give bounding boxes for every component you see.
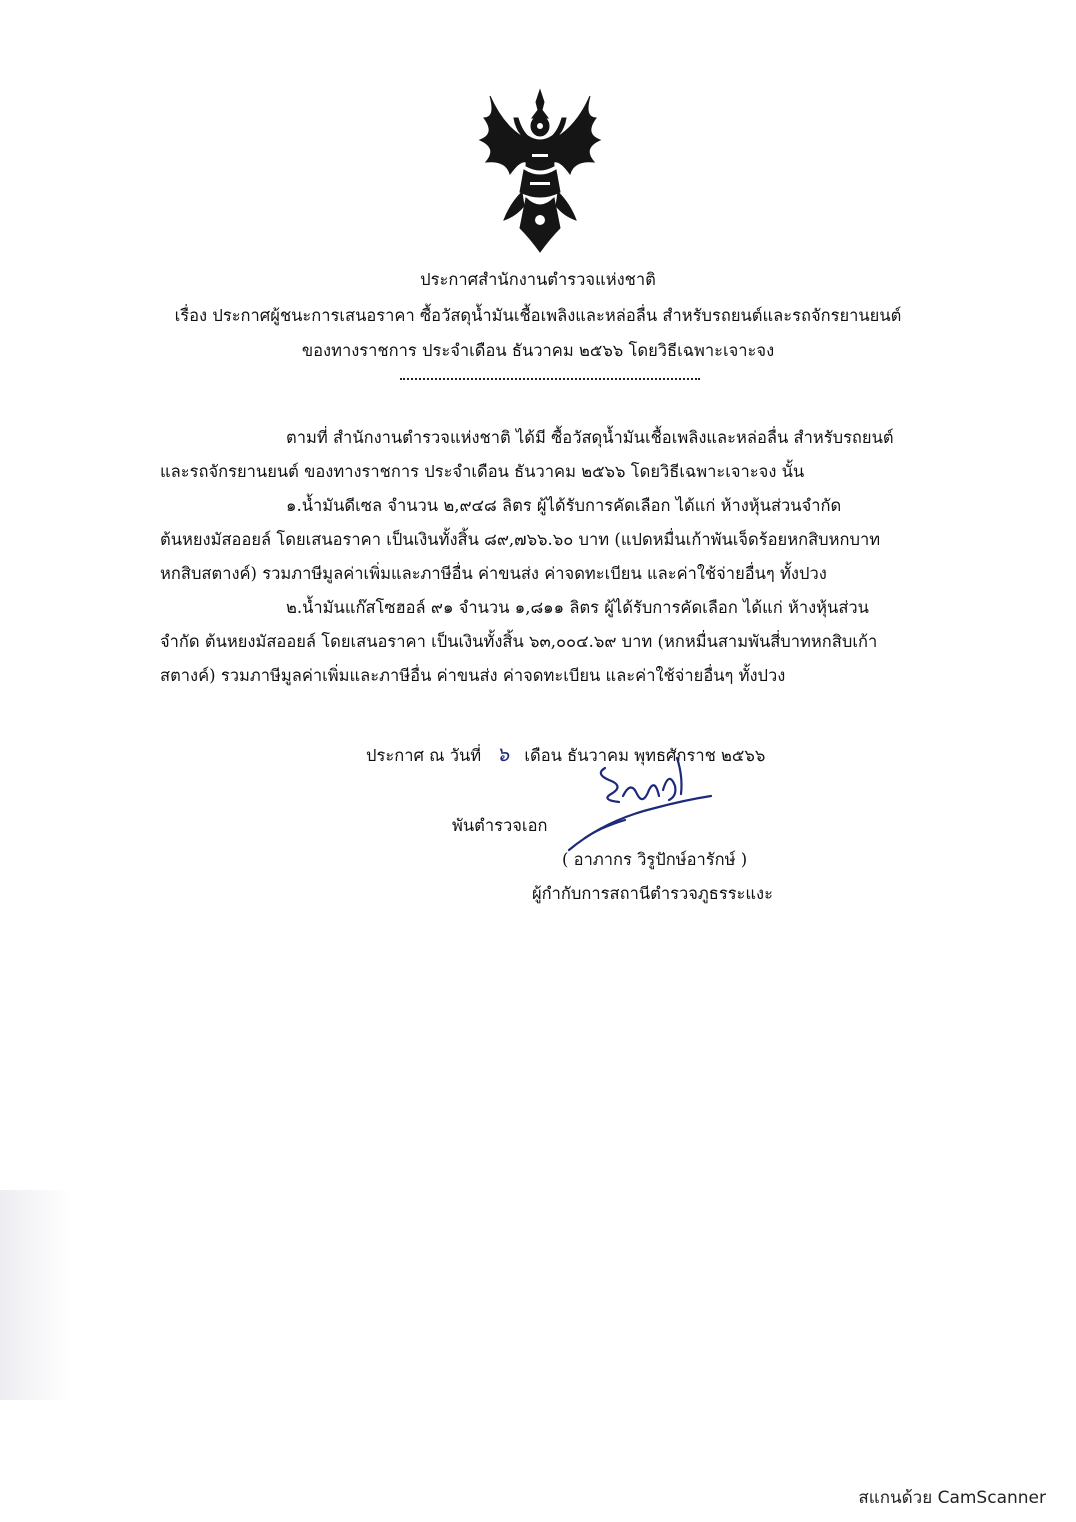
subject-line-2: ของทางราชการ ประจำเดือน ธันวาคม ๒๕๖๖ โดยวิธีเฉพาะเจาะจง [301,341,775,360]
title-divider [400,378,700,380]
item-1-line-2: ต้นหยงมัสออยล์ โดยเสนอราคา เป็นเงินทั้งสิ้น ๘๙,๗๖๖.๖๐ บาท (แปดหมื่นเก้าพันเจ็ดร้อยหกสิบหกบาท [160,530,881,549]
handwritten-day: ๖ [496,742,510,766]
item-1-line-1: ๑.น้ำมันดีเซล จำนวน ๒,๙๔๘ ลิตร ผู้ได้รับการคัดเลือก ได้แก่ ห้างหุ้นส่วนจำกัด [286,496,842,515]
camscanner-watermark: สแกนด้วย CamScanner [858,1488,1046,1508]
signatory-rank: พันตำรวจเอก [452,816,548,835]
scan-smudge [0,1190,70,1400]
handwritten-signature [565,750,715,860]
announcement-title: ประกาศสำนักงานตำรวจแห่งชาติ [420,270,656,289]
announced-prefix: ประกาศ ณ วันที่ [366,746,482,765]
intro-line-2: และรถจักรยานยนต์ ของทางราชการ ประจำเดือน ธันวาคม ๒๕๖๖ โดยวิธีเฉพาะเจาะจง นั้น [160,462,805,481]
intro-line-1: ตามที่ สำนักงานตำรวจแห่งชาติ ได้มี ซื้อวัสดุน้ำมันเชื้อเพลิงและหล่อลื่น สำหรับรถยนต์ [286,428,894,447]
garuda-emblem-icon [470,88,610,254]
signatory-name: ( อาภากร วิรูปักษ์อารักษ์ ) [562,850,748,869]
item-1-line-3: หกสิบสตางค์) รวมภาษีมูลค่าเพิ่มและภาษีอื่น ค่าขนส่ง ค่าจดทะเบียน และค่าใช้จ่ายอื่นๆ ทั้งปวง [160,564,827,583]
item-2-line-2: จำกัด ต้นหยงมัสออยล์ โดยเสนอราคา เป็นเงินทั้งสิ้น ๖๓,๐๐๔.๖๙ บาท (หกหมื่นสามพันสี่บาทหกสิบเก้า [160,632,878,651]
month-year: เดือน ธันวาคม พุทธศักราช ๒๕๖๖ [524,746,766,765]
item-2-line-3: สตางค์) รวมภาษีมูลค่าเพิ่มและภาษีอื่น ค่าขนส่ง ค่าจดทะเบียน และค่าใช้จ่ายอื่นๆ ทั้งปวง [160,666,786,685]
item-2-line-1: ๒.น้ำมันแก๊สโซฮอล์ ๙๑ จำนวน ๑,๘๑๑ ลิตร ผู้ได้รับการคัดเลือก ได้แก่ ห้างหุ้นส่วน [286,598,869,617]
signatory-position: ผู้กำกับการสถานีตำรวจภูธรระแงะ [532,884,773,903]
subject-line-1: เรื่อง ประกาศผู้ชนะการเสนอราคา ซื้อวัสดุน้ำมันเชื้อเพลิงและหล่อลื่น สำหรับรถยนต์และรถจักรยานยนต์ [174,306,902,325]
